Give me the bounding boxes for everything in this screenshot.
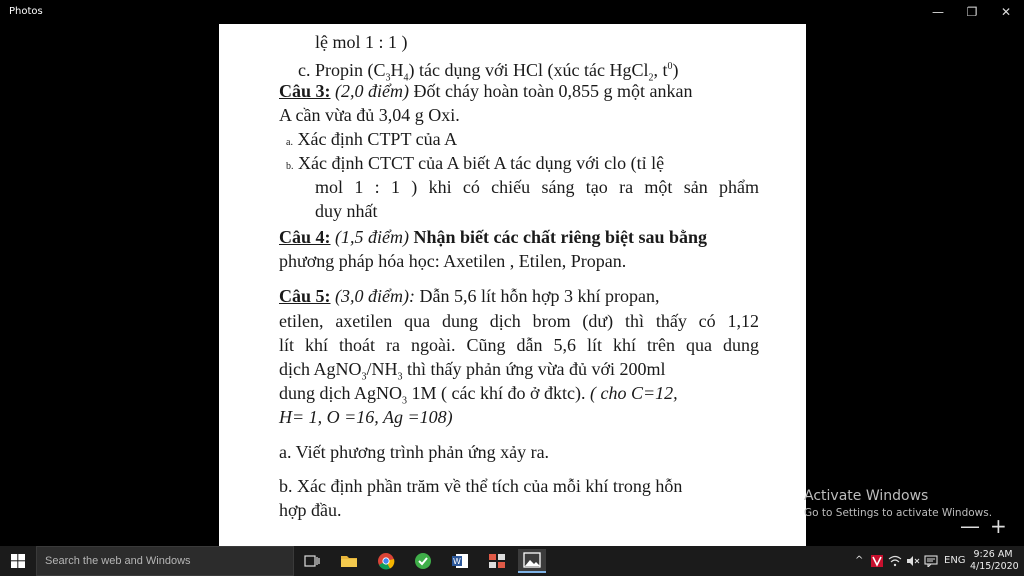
wifi-icon [888,555,902,567]
close-button[interactable]: ✕ [1000,5,1012,19]
text-line: hợp đầu. [279,500,342,520]
photos-app-button[interactable] [518,549,546,573]
windows-logo-icon [11,554,25,568]
checker-app-button[interactable] [409,549,437,573]
taskbar [0,546,1024,576]
text-line: b. Xác định phần trăm về thể tích của mỗi khí trong hỗn [279,476,683,496]
title-bar [0,0,1024,24]
text-line: dịch $AgNO_3/NH_3$ thì thấy phản ứng vừa đủ với 200ml [279,359,666,383]
pinned-app-button[interactable] [483,549,511,573]
text-line: b. Xác định CTCT của A biết A tác dụng với clo (tỉ lệ [286,153,665,173]
notification-icon [924,555,938,567]
app-title: Photos [9,6,43,17]
maximize-button[interactable]: ❐ [966,5,978,19]
action-center-button[interactable] [922,549,940,573]
text-line: duy nhất [315,201,378,221]
clock-time: 9:26 AM [973,549,1013,560]
volume-tray-button[interactable] [904,549,922,573]
system-clock[interactable] [970,549,1019,573]
network-tray-button[interactable] [886,549,904,573]
photo-viewer [0,24,1024,546]
grid-app-icon [488,553,506,569]
chrome-icon [377,552,395,570]
task-view-icon [304,555,320,567]
chrome-button[interactable] [372,549,400,573]
svg-text:W: W [453,557,461,566]
show-hidden-icons-button[interactable]: ^ [855,555,864,566]
task-view-button[interactable] [298,549,326,573]
text-line: mol 1 : 1 ) khi có chiếu sáng tạo ra một sản phẩm [315,177,759,197]
green-check-app-icon [414,552,432,570]
text-line: a. Xác định CTPT của A [286,129,458,149]
text-line: A cần vừa đủ 3,04 g Oxi. [279,105,460,125]
word-icon [451,552,469,570]
folder-icon [340,554,358,568]
speaker-muted-icon [906,555,920,567]
question-5-heading: Câu 5: (3,0 điểm): Dẫn 5,6 lít hỗn hợp 3 khí propan, [279,286,660,306]
document-photo [219,24,806,546]
search-box[interactable] [36,546,294,576]
photos-icon [523,552,541,568]
activation-watermark-hint: Go to Settings to activate Windows. [804,507,993,519]
question-4-heading: Câu 4: (1,5 điểm) Nhận biết các chất riêng biệt sau bằng [279,227,708,247]
antivirus-icon [871,555,883,567]
start-button[interactable] [0,546,36,576]
text-line: etilen, axetilen qua dung dịch brom (dư) thì thấy có 1,12 [279,311,759,331]
text-line: a. Viết phương trình phản ứng xảy ra. [279,442,550,462]
activation-watermark-title: Activate Windows [804,488,929,504]
word-button[interactable] [446,549,474,573]
text-line: lít khí thoát ra ngoài. Cũng dẫn 5,6 lít khí trên qua dung [279,335,759,355]
text-line: phương pháp hóa học: Axetilen , Etilen, Propan. [279,251,627,271]
input-language-button[interactable]: ENG [944,555,966,566]
search-placeholder: Search the web and Windows [45,555,191,567]
text-line: dung dịch AgNO$_3$ 1M ( các khí đo ở đktc). ( cho C=12, [279,383,678,407]
minimize-button[interactable]: — [932,5,944,19]
question-3-heading: Câu 3: (2,0 điểm) Đốt cháy hoàn toàn 0,855 g một ankan [279,81,693,101]
file-explorer-button[interactable] [335,549,363,573]
text-line: H= 1, O =16, Ag =108) [279,407,453,427]
antivirus-tray-button[interactable] [869,549,885,573]
text-line: lệ mol 1 : 1 ) [315,32,408,52]
clock-date: 4/15/2020 [970,561,1019,572]
zoom-in-button[interactable]: + [990,514,1007,538]
zoom-out-button[interactable]: — [960,514,980,538]
text-line: c. Propin $(C_3H_4)$ tác dụng với HCl (xúc tác HgCl$_2$, $t^0$) [298,60,679,84]
